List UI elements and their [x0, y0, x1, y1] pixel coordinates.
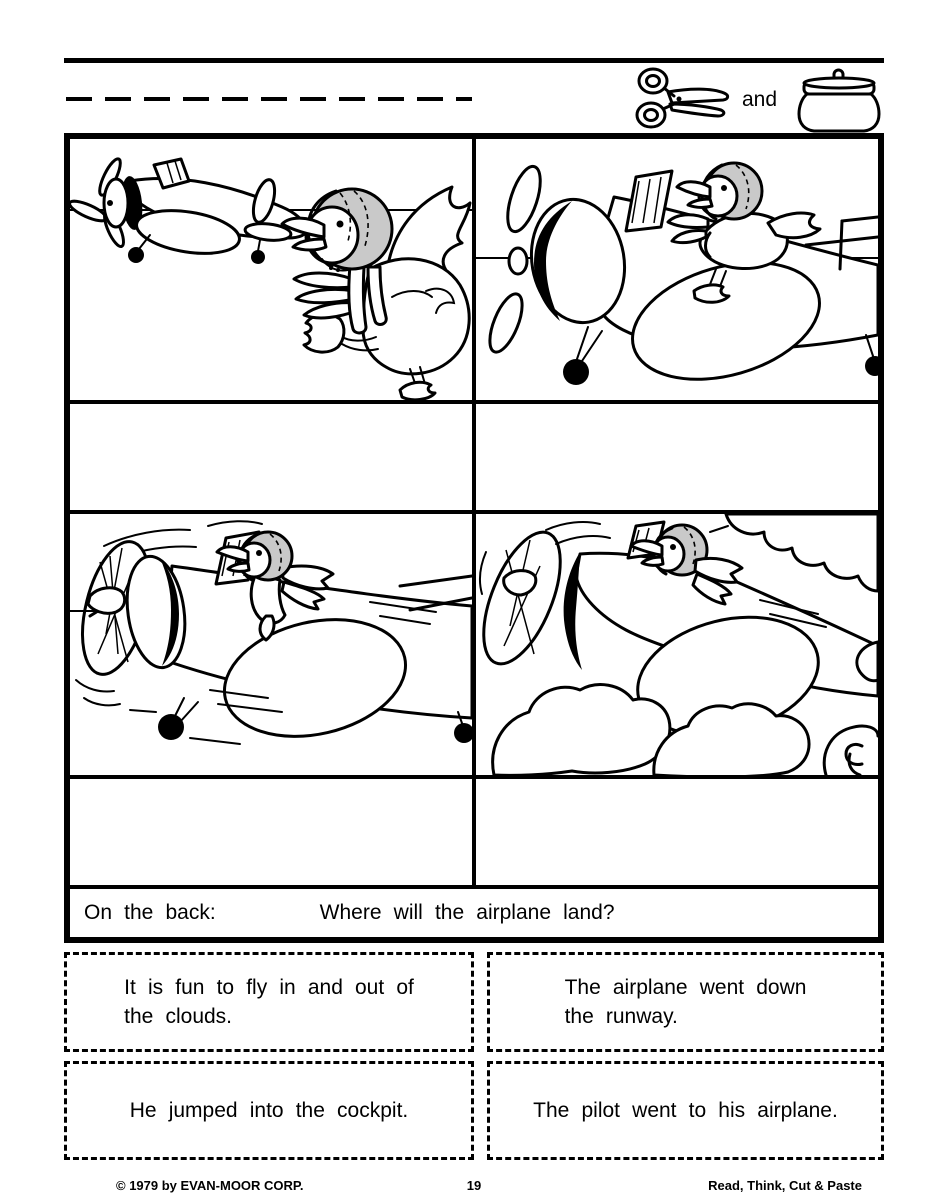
panel-3-illustration: [70, 514, 472, 775]
strip-4-line-1: The pilot went to his airplane.: [533, 1099, 838, 1122]
duck-pilot-walking: [282, 187, 470, 400]
footer: [64, 1178, 884, 1198]
panel-4-illustration: [476, 514, 878, 775]
on-the-back-row: [70, 889, 878, 937]
strip-1-line-1: It is fun to fly in and out of: [124, 976, 414, 999]
sentence-strip-2: [487, 952, 884, 1052]
answer-box-3: [70, 779, 476, 885]
copyright: © 1979 by EVAN-MOOR CORP.: [116, 1178, 304, 1193]
answer-box-2: [476, 404, 878, 510]
worksheet-grid: [64, 133, 884, 943]
picture-row-2: [70, 514, 878, 779]
strip-2-line-2: the runway.: [564, 1005, 678, 1028]
picture-panel-3: [70, 514, 476, 775]
book-title: Read, Think, Cut & Paste: [708, 1178, 862, 1193]
answer-box-4: [476, 779, 878, 885]
scissors-icon: [634, 66, 730, 132]
answer-box-1: [70, 404, 476, 510]
airplane: [483, 163, 878, 400]
page-number: 19: [466, 1178, 482, 1193]
on-the-back-label: On the back:: [84, 901, 216, 924]
sentence-strip-4: [487, 1061, 884, 1160]
paste-jar-icon: [794, 62, 884, 134]
strip-1-line-2: the clouds.: [124, 1005, 233, 1028]
sentence-strip-1: [64, 952, 474, 1052]
on-the-back-question: Where will the airplane land?: [319, 901, 615, 924]
strip-2-line-1: The airplane went down: [564, 976, 807, 999]
picture-panel-4: [476, 514, 878, 775]
picture-panel-1: [70, 139, 476, 400]
and-label: and: [742, 88, 778, 111]
name-line: [64, 94, 474, 104]
sentence-strip-3: [64, 1061, 474, 1160]
picture-panel-2: [476, 139, 878, 400]
panel-2-illustration: [476, 139, 878, 400]
answer-row-2: [70, 779, 878, 889]
picture-row-1: [70, 139, 878, 404]
top-rule: [64, 58, 884, 63]
small-airplane: [70, 156, 307, 264]
strip-3-line-1: He jumped into the cockpit.: [129, 1099, 409, 1122]
answer-row-1: [70, 404, 878, 514]
panel-1-illustration: [70, 139, 472, 400]
